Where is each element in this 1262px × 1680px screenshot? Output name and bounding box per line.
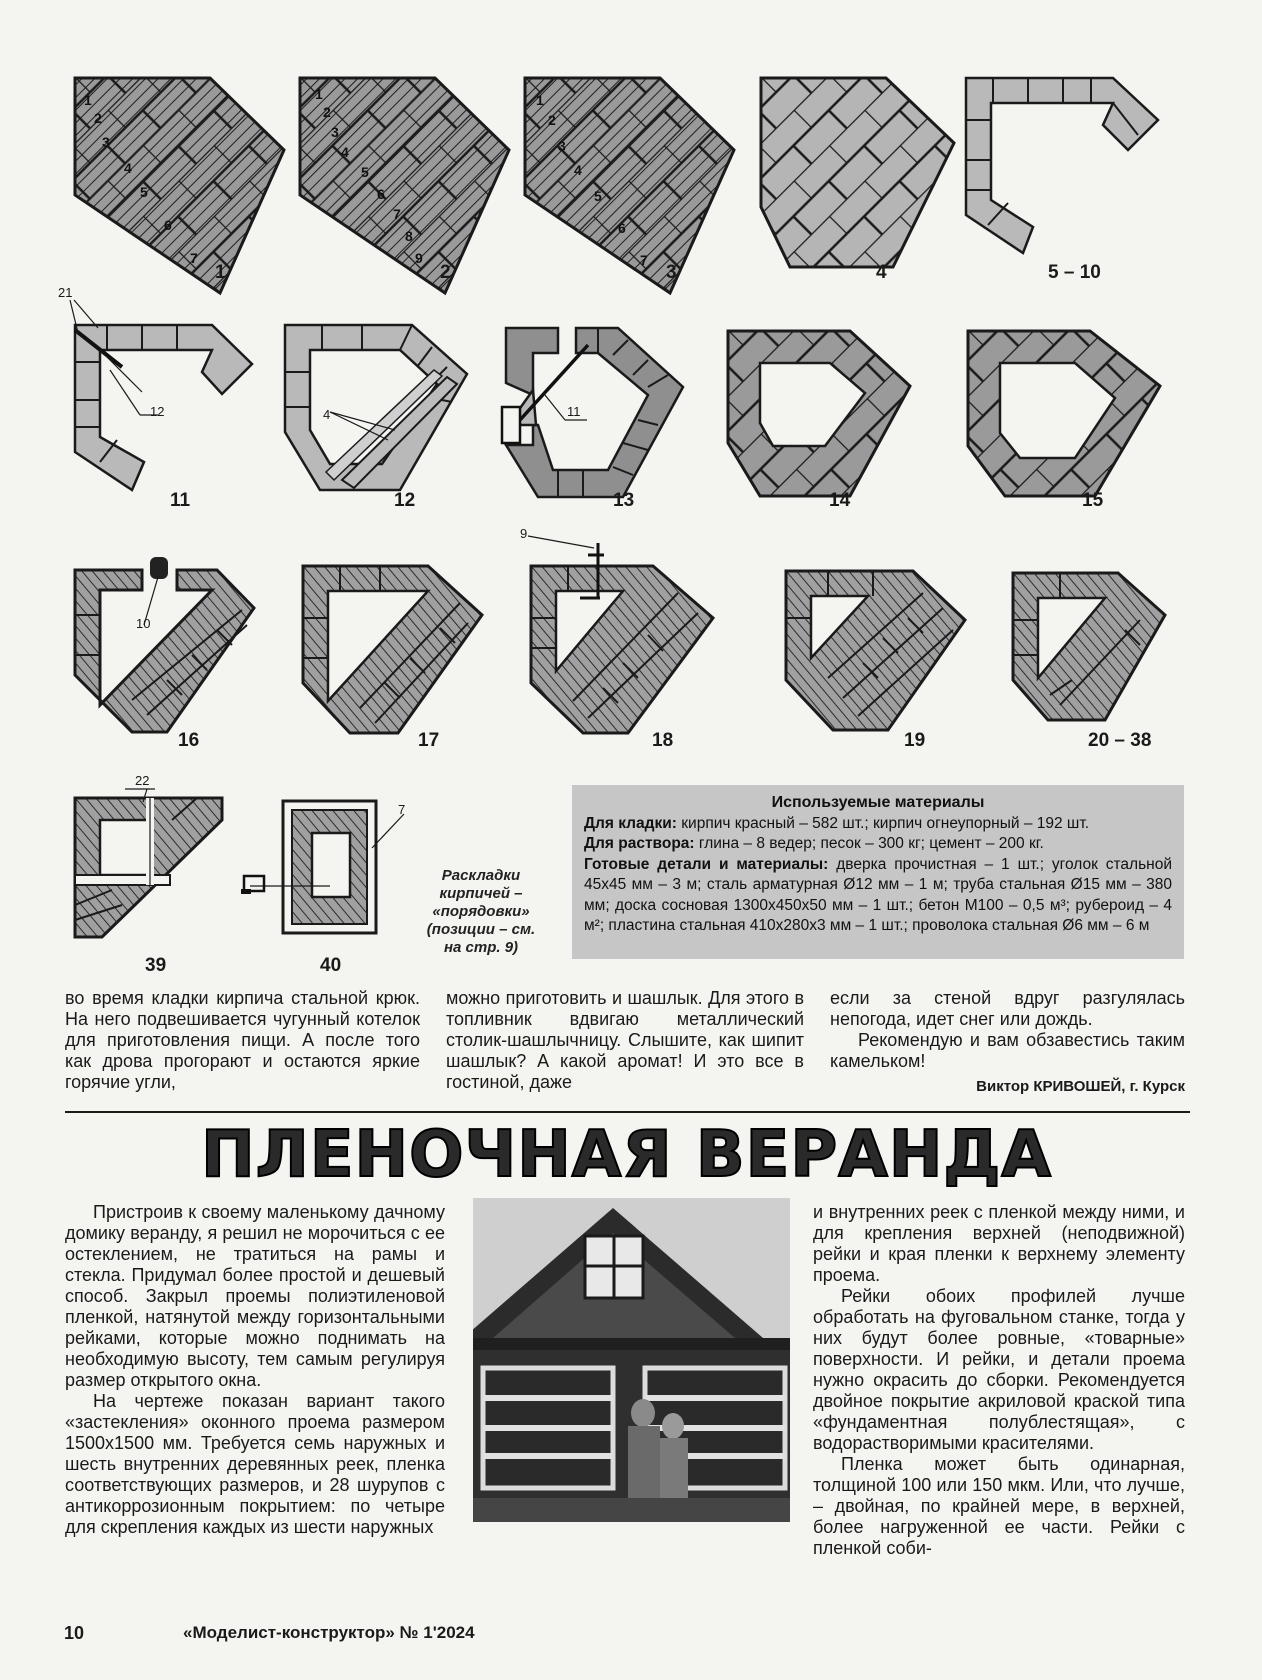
- brick-number: 4: [124, 160, 132, 176]
- figure-label: 5 – 10: [1048, 262, 1101, 283]
- brick-number: 9: [415, 250, 423, 266]
- brick-number: 7: [393, 206, 401, 222]
- figure-label: 19: [904, 730, 926, 751]
- brick-layout-2: [297, 75, 512, 295]
- article1-col1: во время кладки кирпича стальной крюк. На него подвешивается чугунный котелок для приготовления пищи. А после того как дрова прогорают и остаются яркие горячие угли,: [65, 988, 420, 1092]
- figure-label: 17: [418, 730, 440, 751]
- callout-leader: [125, 787, 185, 807]
- article-headline: ПЛЕНОЧНАЯ ВЕРАНДА: [201, 1118, 1052, 1192]
- figure-label: 16: [178, 730, 200, 751]
- veranda-photo: [473, 1198, 790, 1522]
- callout-10: 10: [136, 616, 151, 631]
- brick-layout-19: [783, 568, 968, 733]
- figure-label: 40: [320, 955, 342, 976]
- figure-label: 1: [215, 262, 226, 283]
- brick-number: 6: [377, 186, 385, 202]
- materials-item: Для кладки: кирпич красный – 582 шт.; кирпич огнеупорный – 192 шт.: [584, 814, 1090, 832]
- brick-number: 7: [640, 252, 648, 268]
- brick-layout-14: [725, 328, 915, 498]
- figure-label: 13: [613, 490, 635, 511]
- callout-21: 21: [58, 285, 73, 300]
- callout-leader: [528, 534, 598, 554]
- figure-label: 14: [829, 490, 851, 511]
- callout-leader: [330, 412, 410, 447]
- brick-layout-3: [522, 75, 737, 295]
- page-number: 10: [64, 1623, 85, 1643]
- figure-label: 2: [440, 262, 451, 283]
- signature: Виктор КРИВОШЕЙ, г. Курск: [976, 1078, 1185, 1095]
- brick-layout-18: [528, 563, 718, 735]
- brick-layout-39: [72, 795, 232, 940]
- figure-label: 12: [394, 490, 416, 511]
- callout-4: 4: [323, 407, 331, 422]
- callout-12: 12: [150, 404, 165, 419]
- brick-number: 8: [405, 228, 413, 244]
- brick-layout-13: [498, 325, 688, 500]
- callout-leader: [110, 370, 160, 420]
- brick-number: 1: [536, 92, 544, 108]
- door-icon: [240, 872, 270, 898]
- brick-number: 6: [164, 217, 172, 233]
- section-divider: [65, 1111, 1190, 1113]
- brick-number: 3: [102, 134, 110, 150]
- brick-number: 2: [323, 104, 331, 120]
- article1-col2: можно приготовить и шашлык. Для этого в топливник вдвигаю металлический столик-шашлычницу. Слышите, как шипит шашлык? А какой аромат! И это все в гостиной, даже: [446, 988, 804, 1092]
- brick-layout-15: [965, 328, 1165, 498]
- figure-label: 3: [666, 262, 677, 283]
- brick-number: 6: [618, 220, 626, 236]
- callout-leader: [370, 812, 410, 852]
- magazine-issue: «Моделист-конструктор» № 1'2024: [183, 1623, 475, 1642]
- figure-label: 20 – 38: [1088, 730, 1152, 751]
- brick-number: 5: [361, 164, 369, 180]
- brick-number: 7: [190, 250, 198, 266]
- materials-title: Используемые материалы: [771, 794, 985, 811]
- figure-label: 39: [145, 955, 167, 976]
- figure-label: 15: [1082, 490, 1104, 511]
- brick-number: 4: [341, 144, 349, 160]
- brick-layout-5-10: [963, 75, 1163, 260]
- figure-label: 18: [652, 730, 674, 751]
- brick-number: 1: [84, 92, 92, 108]
- figures-caption: Раскладки кирпичей – «порядовки» (позиции – см. на стр. 9): [426, 867, 536, 956]
- brick-layout-17: [300, 563, 485, 735]
- brick-layout-11: [72, 322, 267, 507]
- brick-number: 5: [594, 188, 602, 204]
- callout-22: 22: [135, 773, 150, 788]
- brick-number: 5: [140, 184, 148, 200]
- brick-number: 2: [548, 112, 556, 128]
- article2-col3: и внутренних реек с пленкой между ними, и для крепления верхней (неподвижной) рейки и края пленки к верхнему элементу проема. Рейки обоих профилей лучше обработать на фуговальном станке, тогда у них будут более ровные, «товарные» поверхности. И рейки, и детали проема нужно окрасить до сборки. Рекомендуется двойное покрытие акриловой краской типа «фундаментная полублестящая», с водорастворимыми красителями. Пленка может быть одинарная, толщиной 100 или 150 мкм. Или, что лучше, – двойная, по крайней мере, в верхней, более нагруженной ее части. Рейки с пленкой соби-: [813, 1202, 1185, 1558]
- article1-col3: если за стеной вдруг разгулялась непогода, идет снег или дождь. Рекомендую и вам обзавестись таким камельком! Виктор КРИВОШЕЙ, г. Курск: [830, 988, 1185, 1095]
- callout-leader: [64, 298, 104, 338]
- materials-item: Для раствора: глина – 8 ведер; песок – 300 кг; цемент – 200 кг.: [584, 835, 1044, 852]
- brick-number: 3: [558, 138, 566, 154]
- brick-layout-4: [758, 75, 958, 270]
- callout-7: 7: [398, 802, 406, 817]
- callout-9: 9: [520, 526, 528, 541]
- article2-col1: Пристроив к своему маленькому дачному домику веранду, я решил не морочиться с ее остеклением, не тратиться на рамы и стекла. Придумал более простой и дешевый способ. Закрыл проемы полиэтиленовой пленкой, натянутой между горизонтальными рейками, которые можно поднимать на необходимую высоту, тем самым регулируя размер открытого окна. На чертеже показан вариант такого «застекления» оконного проема размером 1500х1500 мм. Требуется семь наружных и шесть внутренних деревянных реек, пленка соответствующих размеров, и 28 шурупов с антикоррозионным покрытием: по четыре для скрепления каждых из шести наружных: [65, 1202, 445, 1537]
- callout-leader: [140, 575, 170, 630]
- materials-box: [572, 785, 1184, 959]
- figure-label: 4: [876, 262, 887, 283]
- callout-leader: [545, 395, 590, 425]
- brick-layout-20-38: [1010, 570, 1170, 725]
- brick-layout-40: [280, 798, 380, 938]
- brick-number: 3: [331, 124, 339, 140]
- figure-label: 11: [170, 490, 191, 511]
- brick-number: 1: [315, 86, 323, 102]
- brick-layout-1: [72, 75, 287, 295]
- brick-layout-12: [282, 322, 472, 492]
- brick-number: 4: [574, 162, 582, 178]
- materials-item: Готовые детали и материалы: дверка прочистная – 1 шт.; уголок стальной 45х45 мм – 3 м; сталь арматурная Ø12 мм – 1 м; труба стальная Ø15 мм – 380 мм; доска сосновая 1300х450х50 мм – 1 шт.; бетон М100 – 0,5 м³; рубероид – 4 м²; пластина стальная 410х280х3 мм – 1 шт.; проволока стальная Ø6 мм – 6 м: [584, 855, 1172, 934]
- brick-number: 2: [94, 110, 102, 126]
- callout-11: 11: [567, 404, 581, 419]
